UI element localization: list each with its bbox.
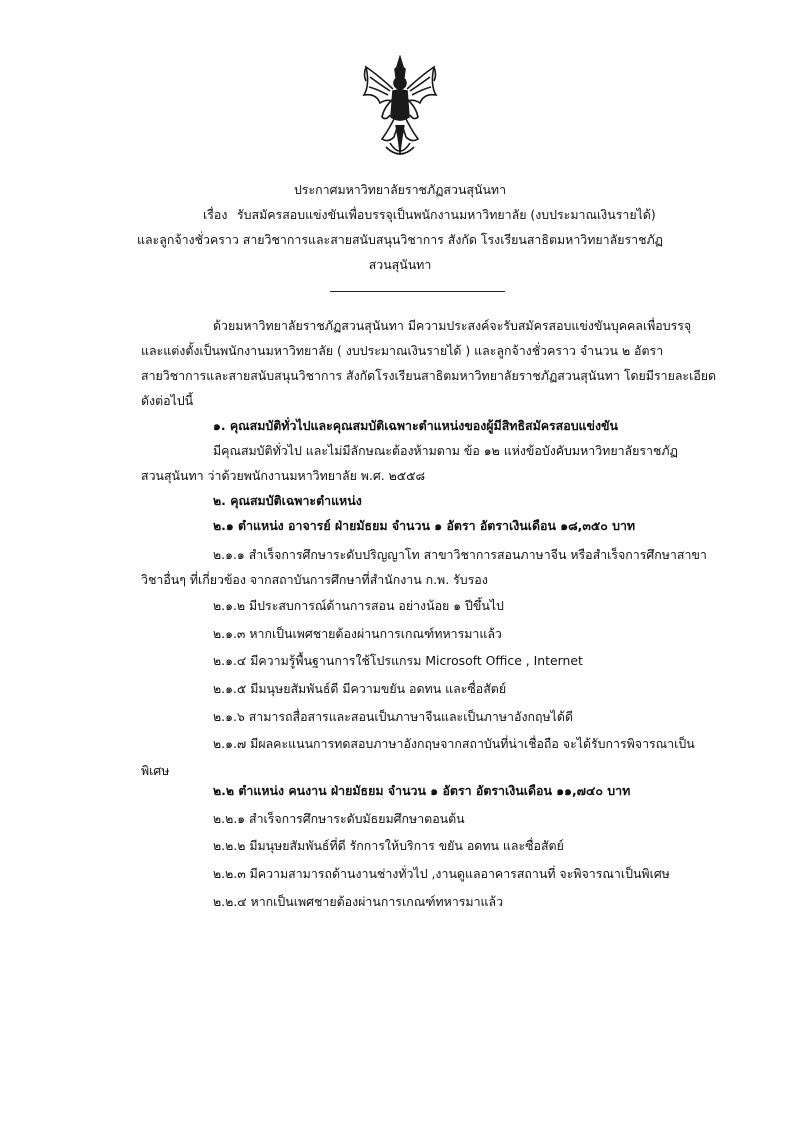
- list-item: ๒.๑.๖ สามารถสื่อสารและสอนเป็นภาษาจีนและเป็นภาษาอังกฤษได้ดี: [213, 709, 573, 724]
- subject-line-1: รับสมัครสอบแข่งขันเพื่อบรรจุเป็นพนักงานมหาวิทยาลัย (งบประมาณเงินรายได้): [237, 207, 656, 222]
- list-item: ๒.๑.๓ หากเป็นเพศชายต้องผ่านการเกณฑ์ทหารมาแล้ว: [213, 626, 502, 641]
- document-title: ประกาศมหาวิทยาลัยราชภัฏสวนสุนันทา: [293, 182, 507, 197]
- header-divider: [330, 291, 505, 292]
- list-item: ๒.๑.๔ มีความรู้พื้นฐานการใช้โปรแกรม Microsoft Office , Internet: [213, 653, 583, 668]
- garuda-emblem-icon: [360, 55, 440, 160]
- subject-label: เรื่อง: [203, 207, 228, 222]
- intro-line: ด้วยมหาวิทยาลัยราชภัฏสวนสุนันทา มีความประสงค์จะรับสมัครสอบแข่งขันบุคคลเพื่อบรรจุ: [213, 318, 692, 333]
- list-item: ๒.๒.๒ มีมนุษยสัมพันธ์ที่ดี รักการให้บริการ ขยัน อดทน และซื่อสัตย์: [213, 838, 564, 853]
- intro-line: ดังต่อไปนี้: [141, 393, 194, 408]
- list-item: ๒.๑.๕ มีมนุษยสัมพันธ์ดี มีความขยัน อดทน และซื่อสัตย์: [213, 681, 507, 696]
- subject-line-2: และลูกจ้างชั่วคราว สายวิชาการและสายสนับสนุนวิชาการ สังกัด โรงเรียนสาธิตมหาวิทยาลัยราชภัฏ: [137, 232, 663, 247]
- list-item: ๒.๑.๑ สำเร็จการศึกษาระดับปริญญาโท สาขาวิชาการสอนภาษาจีน หรือสำเร็จการศึกษาสาขา: [213, 547, 707, 562]
- list-item: พิเศษ: [141, 763, 170, 778]
- position-2-heading: ๒.๒ ตำแหน่ง คนงาน ฝ่ายมัธยม จำนวน ๑ อัตรา อัตราเงินเดือน ๑๑,๗๔๐ บาท: [213, 783, 631, 798]
- intro-line: สายวิชาการและสายสนับสนุนวิชาการ สังกัดโรงเรียนสาธิตมหาวิทยาลัยราชภัฏสวนสุนันทา โดยมีรายละเอียด: [141, 368, 717, 383]
- list-item: วิชาอื่นๆ ที่เกี่ยวข้อง จากสถาบันการศึกษาที่สำนักงาน ก.พ. รับรอง: [141, 572, 488, 587]
- list-item: ๒.๑.๒ มีประสบการณ์ด้านการสอน อย่างน้อย ๑ ปีขึ้นไป: [213, 598, 504, 613]
- intro-line: และแต่งตั้งเป็นพนักงานมหาวิทยาลัย ( งบประมาณเงินรายได้ ) และลูกจ้างชั่วคราว จำนวน ๒ อัตรา: [141, 343, 664, 358]
- list-item: ๒.๒.๓ มีความสามารถด้านงานช่างทั่วไป ,งานดูแลอาคารสถานที่ จะพิจารณาเป็นพิเศษ: [213, 866, 670, 881]
- section-2-heading: ๒. คุณสมบัติเฉพาะตำแหน่ง: [213, 493, 362, 508]
- position-1-heading: ๒.๑ ตำแหน่ง อาจารย์ ฝ่ายมัธยม จำนวน ๑ อัตรา อัตราเงินเดือน ๑๘,๓๕๐ บาท: [213, 518, 636, 533]
- section-1-text: สวนสุนันทา ว่าด้วยพนักงานมหาวิทยาลัย พ.ศ. ๒๕๕๘: [141, 468, 426, 483]
- subject-line-3: สวนสุนันทา: [368, 257, 432, 272]
- list-item: ๒.๒.๑ สำเร็จการศึกษาระดับมัธยมศึกษาตอนต้น: [213, 811, 465, 826]
- section-1-heading: ๑. คุณสมบัติทั่วไปและคุณสมบัติเฉพาะตำแหน่งของผู้มีสิทธิสมัครสอบแข่งขัน: [213, 418, 619, 433]
- list-item: ๒.๒.๔ หากเป็นเพศชายต้องผ่านการเกณฑ์ทหารมาแล้ว: [213, 894, 504, 909]
- section-1-text: มีคุณสมบัติทั่วไป และไม่มีลักษณะต้องห้ามตาม ข้อ ๑๒ แห่งข้อบังคับมหาวิทยาลัยราชภัฏ: [213, 443, 678, 458]
- list-item: ๒.๑.๗ มีผลคะแนนการทดสอบภาษาอังกฤษจากสถาบันที่น่าเชื่อถือ จะได้รับการพิจารณาเป็น: [213, 736, 695, 751]
